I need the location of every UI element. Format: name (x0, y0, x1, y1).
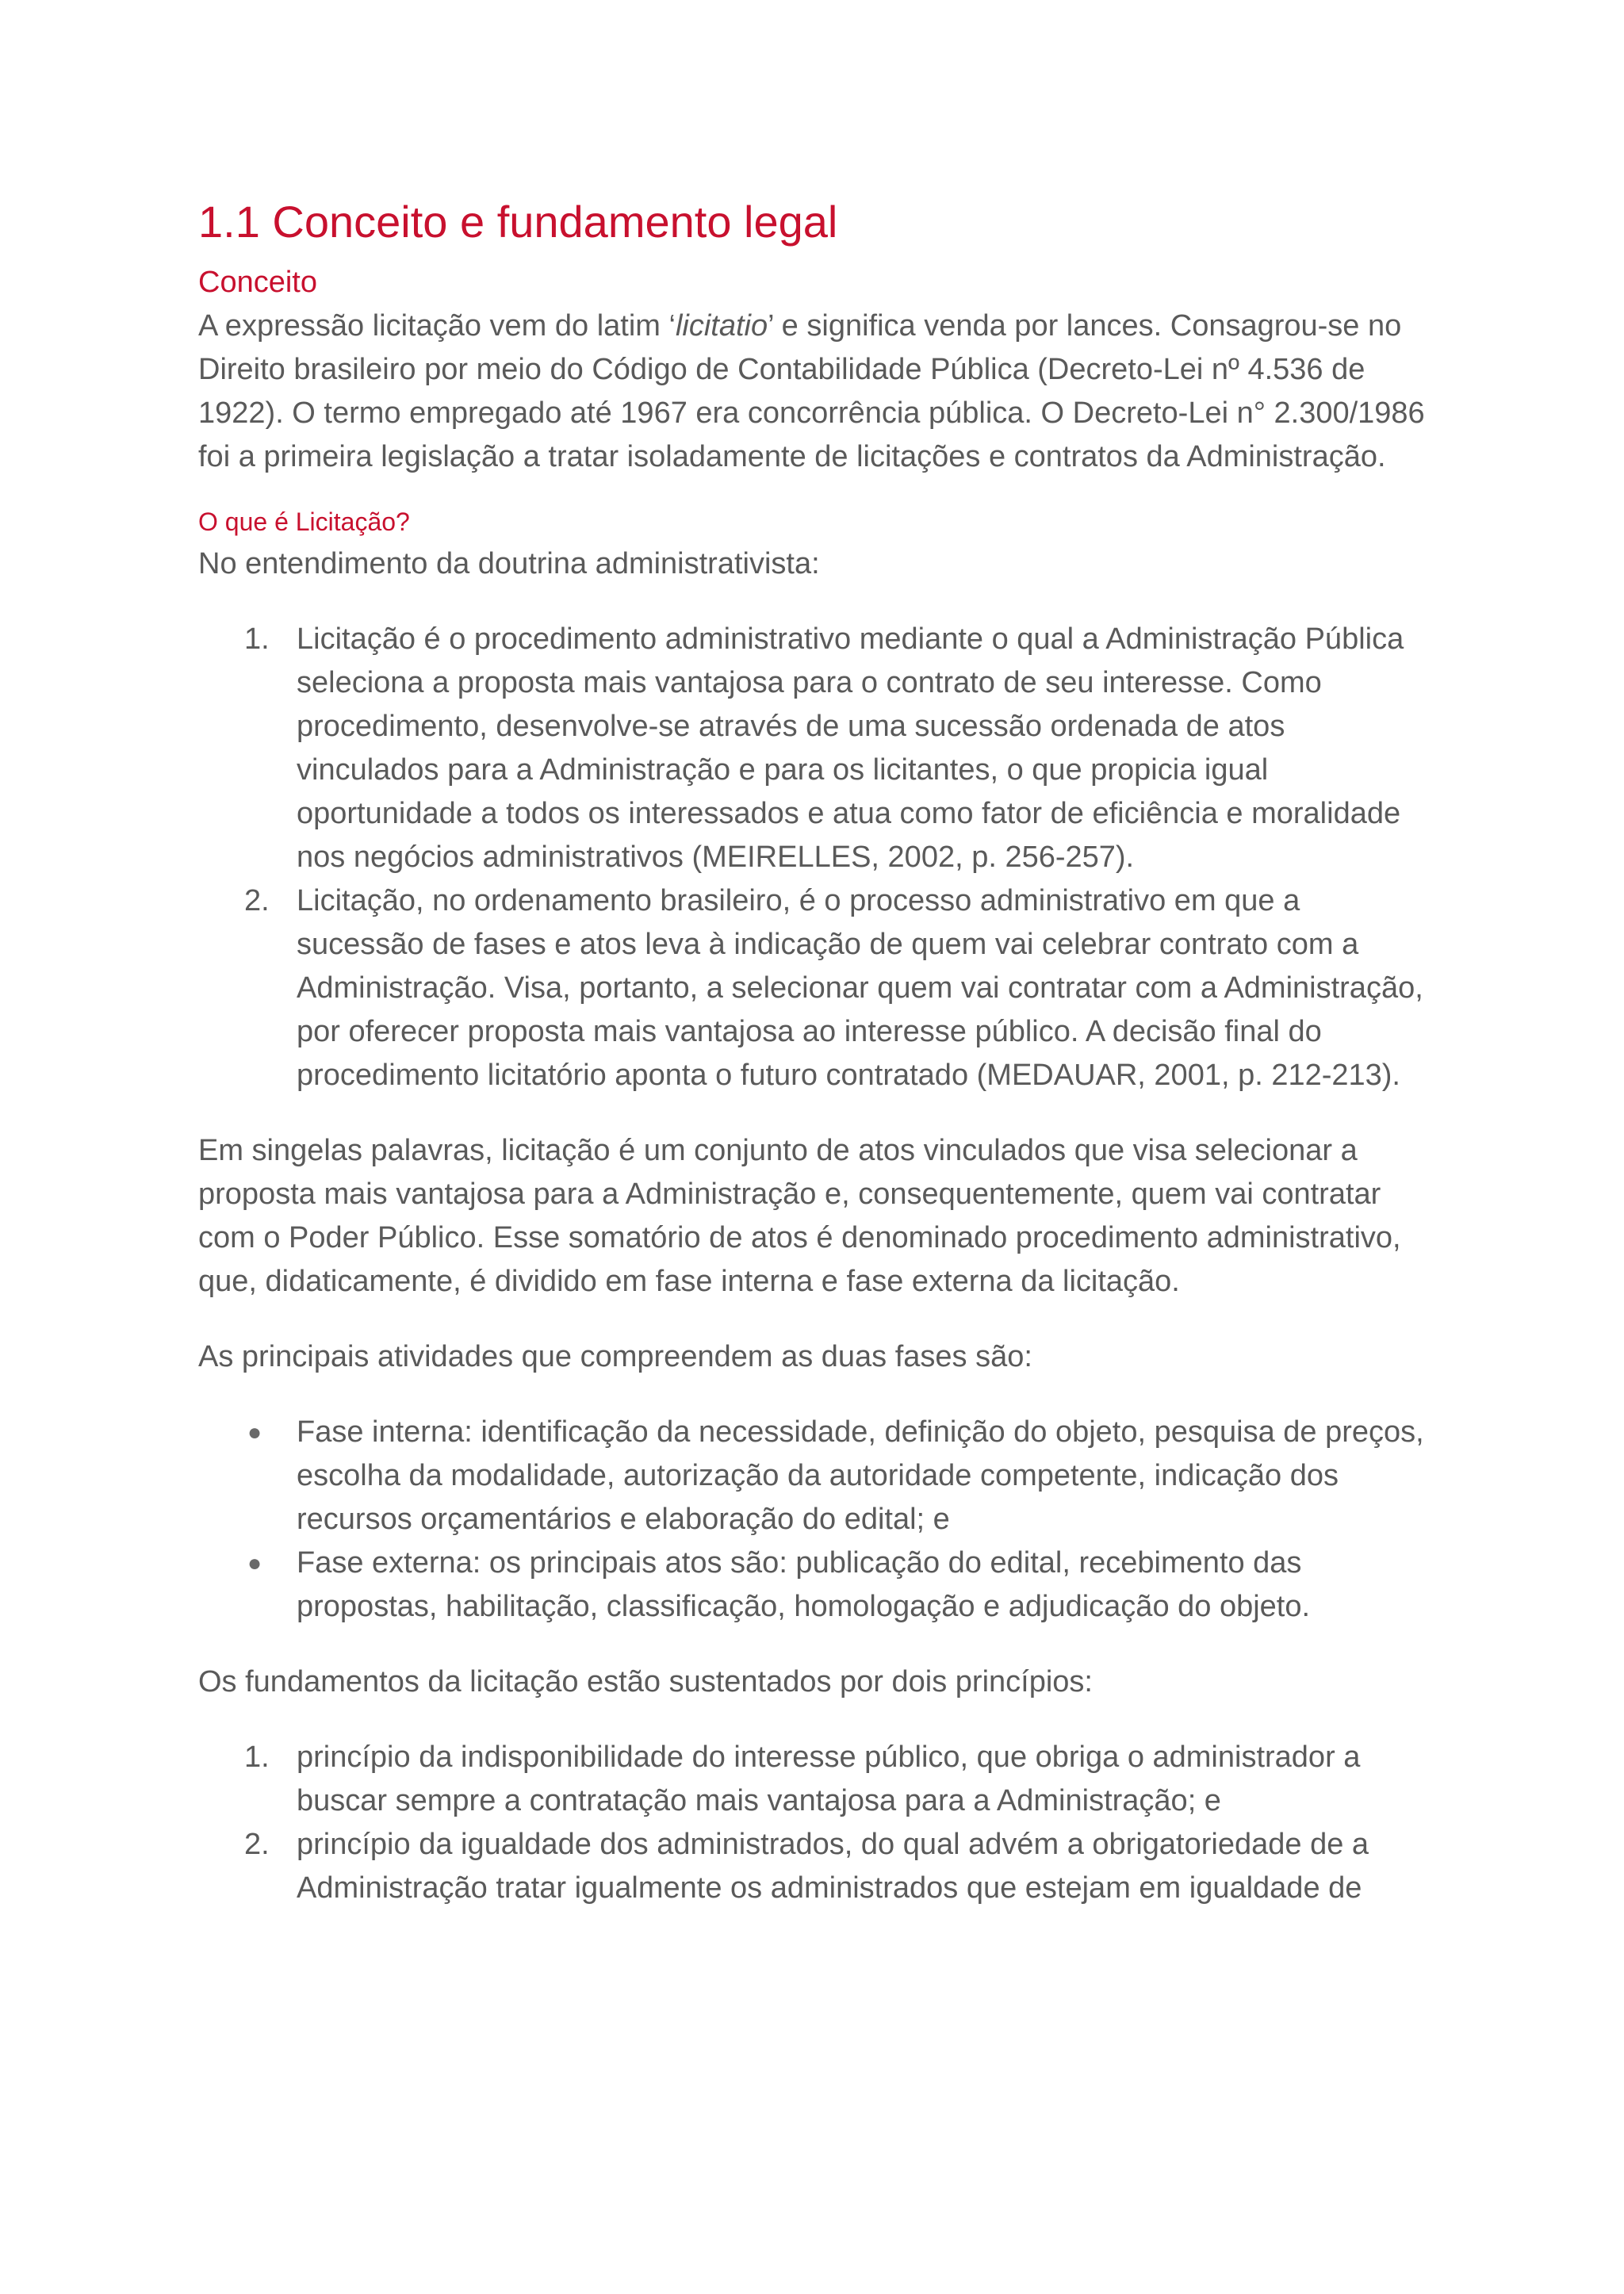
conceito-text-start: A expressão licitação vem do latim ‘ (198, 309, 676, 343)
list-item (198, 1736, 1435, 1823)
list-item (198, 618, 1435, 879)
doutrina-intro: No entendimento da doutrina administrativista: (198, 547, 820, 580)
list-item-text: Licitação é o procedimento administrativo mediante o qual a Administração Pública seleciona a proposta mais vantajosa para o contrato de seu interesse. Como procedimento, desenvolve-se através de uma sucessão ordenada de atos vinculados para a Administração e para os licitantes, o que propicia igual oportunidade a todos os interessados e atua como fator de eficiência e moralidade nos negócios administrativos (MEIRELLES, 2002, p. 256-257). (297, 622, 1404, 874)
list-number: 1. (244, 622, 270, 656)
section-heading-o-que-e: O que é Licitação? (198, 507, 410, 536)
list-item-text: princípio da indisponibilidade do interesse público, que obriga o administrador a buscar sempre a contratação mais vantajosa para a Administração; e (297, 1741, 1361, 1817)
doutrina-list (198, 618, 1435, 1097)
conceito-latin-term: licitatio (675, 309, 768, 343)
page-title: 1.1 Conceito e fundamento legal (198, 197, 838, 247)
conceito-text-end: ’ e significa venda por lances. Consagrou-se no Direito brasileiro por meio do Código de Contabilidade Pública (Decreto-Lei nº 4.536 de 1922). O termo empregado até 1967 era concorrência pública. O Decreto-Lei n° 2.300/1986 foi a primeira legislação a tratar isoladamente de licitações e contratos da Administração. (198, 309, 1425, 473)
list-item (198, 1411, 1435, 1541)
singelas-paragraph: Em singelas palavras, licitação é um conjunto de atos vinculados que visa selecionar a proposta mais vantajosa para a Administração e, consequentemente, quem vai contratar com o Poder Público. Esse somatório de atos é denominado procedimento administrativo, que, didaticamente, é dividido em fase interna e fase externa da licitação. (198, 1134, 1401, 1298)
list-item (198, 879, 1435, 1097)
list-number: 1. (244, 1741, 270, 1774)
list-item-text: Fase interna: identificação da necessidade, definição do objeto, pesquisa de preços, escolha da modalidade, autorização da autoridade competente, indicação dos recursos orçamentários e elaboração do edital; e (297, 1415, 1424, 1536)
bullet-icon: ● (247, 1419, 262, 1446)
list-number: 2. (244, 1828, 270, 1861)
list-item-text: Licitação, no ordenamento brasileiro, é o processo administrativo em que a sucessão de fases e atos leva à indicação de quem vai celebrar contrato com a Administração. Visa, portanto, a selecionar quem vai contratar com a Administração, por oferecer proposta mais vantajosa ao interesse público. A decisão final do procedimento licitatório aponta o futuro contratado (MEDAUAR, 2001, p. 212-213). (297, 884, 1423, 1092)
list-item (198, 1823, 1435, 1910)
list-item-text: princípio da igualdade dos administrados, do qual advém a obrigatoriedade de a Administração tratar igualmente os administrados que estejam em igualdade de (297, 1828, 1369, 1905)
document-page (198, 190, 1435, 1910)
list-item-text: Fase externa: os principais atos são: publicação do edital, recebimento das propostas, habilitação, classificação, homologação e adjudicação do objeto. (297, 1546, 1311, 1623)
fases-list (198, 1411, 1435, 1629)
conceito-paragraph (198, 304, 1435, 479)
section-heading-conceito: Conceito (198, 266, 317, 299)
bullet-icon: ● (247, 1550, 262, 1576)
list-item (198, 1541, 1435, 1629)
list-number: 2. (244, 884, 270, 917)
principios-list (198, 1736, 1435, 1910)
atividades-paragraph: As principais atividades que compreendem as duas fases são: (198, 1340, 1032, 1373)
fundamentos-paragraph: Os fundamentos da licitação estão sustentados por dois princípios: (198, 1665, 1093, 1698)
